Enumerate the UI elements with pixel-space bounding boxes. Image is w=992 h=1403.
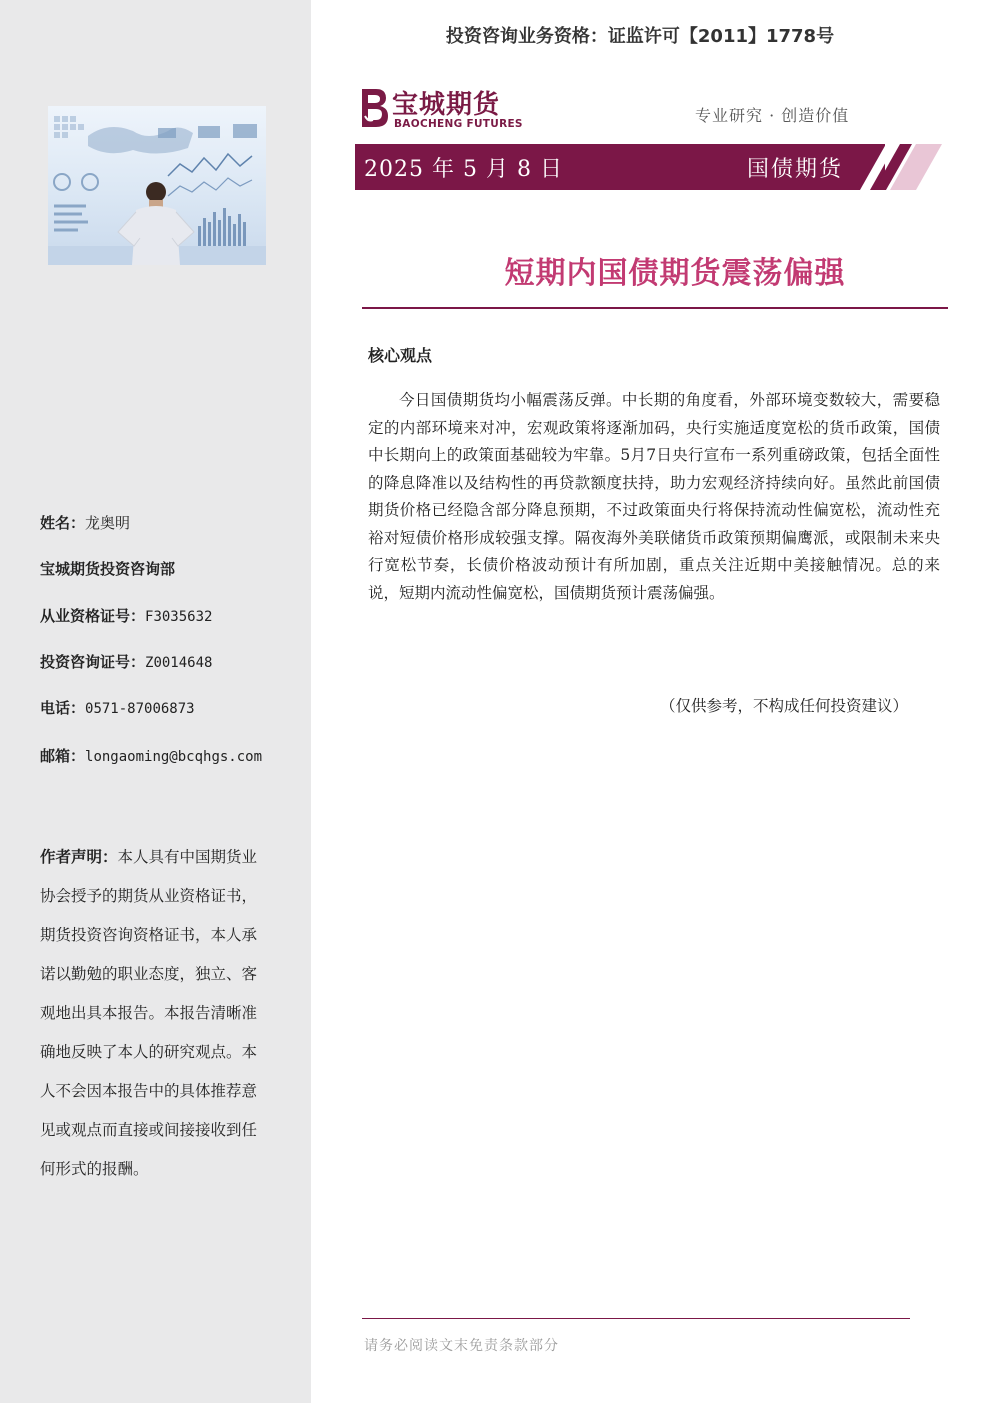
report-category: 国债期货: [747, 157, 844, 182]
name-value: 龙奥明: [85, 514, 131, 532]
email-value: longaoming@bcqhgs.com: [85, 749, 263, 765]
banner-stripes-decoration: [860, 144, 942, 190]
cert-row: [40, 605, 212, 626]
footer-divider: [362, 1318, 910, 1319]
slogan: 专业研究 · 创造价值: [695, 106, 850, 125]
report-body: 今日国债期货均小幅震荡反弹。中长期的角度看，外部环境变数较大，需要稳定的内部环境来对冲，宏观政策将逐渐加码，央行实施适度宽松的货币政策，国债中长期向上的政策面基础较为牢靠。5月7日央行宣布一系列重磅政策，包括全面性的降息降准以及结构性的再贷款额度扶持，助力宏观经济持续向好。虽然此前国债期货价格已经隐含部分降息预期，不过政策面央行将保持流动性偏宽松，流动性充裕对短债价格形成较强支撑。隔夜海外美联储货币政策预期偏鹰派，或限制未来央行宽松节奏，长债价格波动预计有所加剧，重点关注近期中美接触情况。总的来说，短期内流动性偏宽松，国债期货预计震荡偏强。: [368, 391, 940, 602]
phone-label: 电话：: [40, 699, 86, 717]
baocheng-logo-icon: [356, 86, 390, 130]
name-label: 姓名：: [40, 514, 86, 532]
statement-label: 作者声明：: [40, 848, 118, 866]
author-name-row: [40, 512, 130, 533]
advisory-value: Z0014648: [145, 655, 213, 671]
hero-image: [48, 106, 266, 265]
report-date: 2025 年 5 月 8 日: [364, 157, 563, 182]
author-statement: [40, 838, 272, 1189]
email-row: [40, 745, 262, 766]
report-title: 短期内国债期货震荡偏强: [504, 256, 846, 291]
cert-value: F3035632: [145, 609, 213, 625]
businessman-charts-illustration: [48, 106, 266, 265]
statement-text: 本人具有中国期货业协会授予的期货从业资格证书，期货投资咨询资格证书，本人承诺以勤勉的职业态度，独立、客观地出具本报告。本报告清晰准确地反映了本人的研究观点。本人不会因本报告中的具体推荐意见或观点而直接或间接接收到任何形式的报酬。: [40, 848, 258, 1178]
company-logo-text: 宝城期货: [392, 90, 501, 120]
footer-note: 请务必阅读文末免责条款部分: [364, 1338, 559, 1354]
department-name: 宝城期货投资咨询部: [40, 560, 176, 578]
phone-row: [40, 697, 195, 718]
license-text: 投资咨询业务资格：证监许可【2011】1778号: [445, 26, 835, 47]
disclaimer: （仅供参考，不构成任何投资建议）: [660, 697, 909, 715]
advisory-label: 投资咨询证号：: [40, 653, 146, 671]
phone-value: 0571-87006873: [85, 701, 195, 717]
advisory-row: [40, 651, 212, 672]
company-logo-english: BAOCHENG FUTURES: [394, 118, 523, 130]
title-divider: [362, 307, 948, 309]
email-label: 邮箱：: [40, 747, 86, 765]
cert-label: 从业资格证号：: [40, 607, 146, 625]
section-heading: 核心观点: [368, 346, 433, 365]
department-row: [40, 558, 175, 579]
